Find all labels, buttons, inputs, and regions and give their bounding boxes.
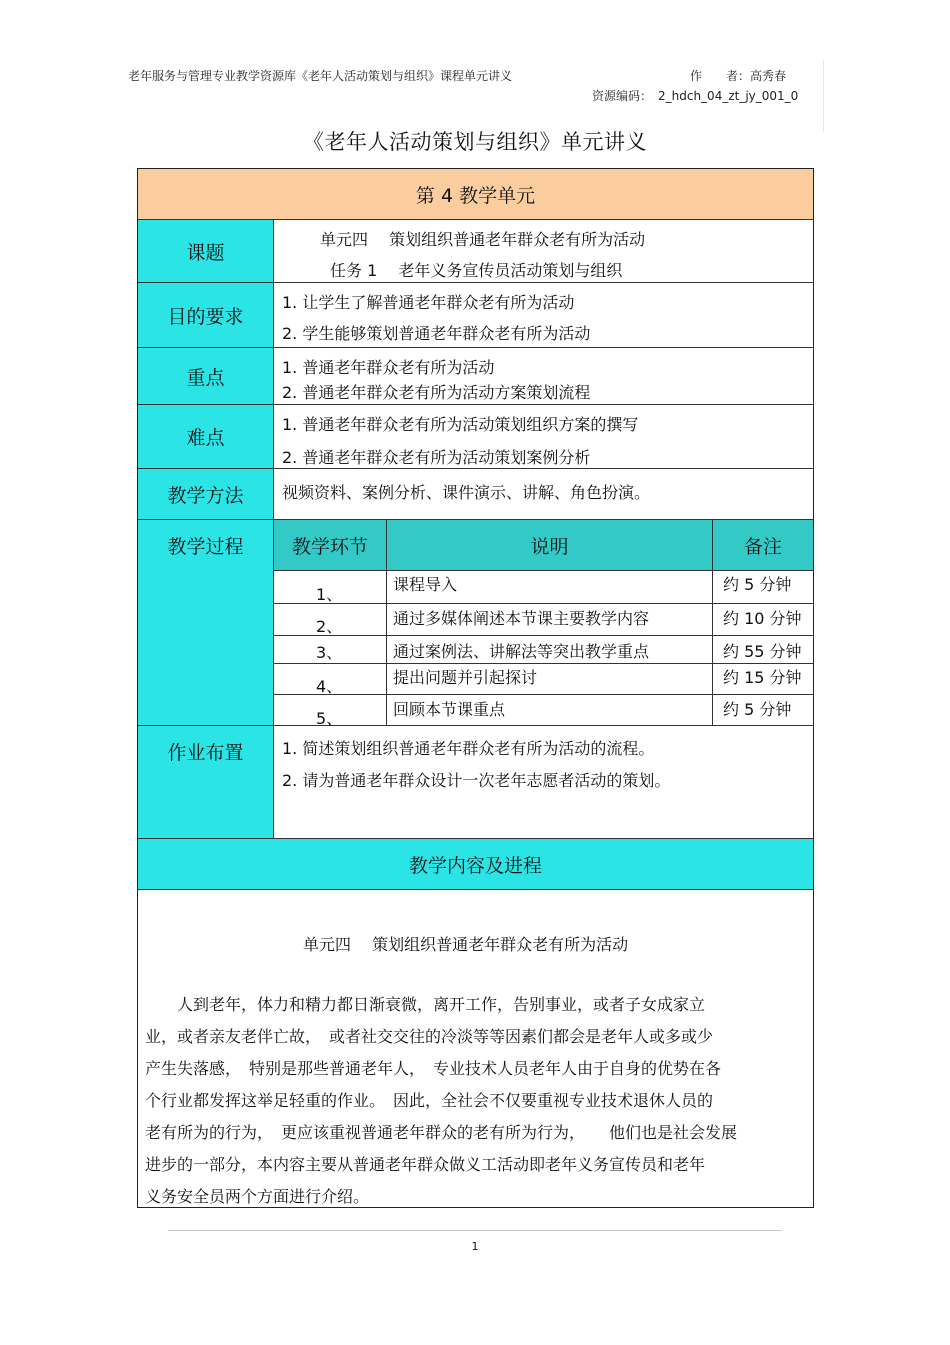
process-row-note: 约 55 分钟 bbox=[723, 642, 802, 661]
content-subtitle: 单元四 策划组织普通老年群众老有所为活动 bbox=[303, 935, 629, 954]
process-header-note: 备注 bbox=[713, 520, 813, 570]
header-resource-code: 资源编码： 2_hdch_04_zt_jy_001_0 bbox=[592, 89, 799, 103]
process-row-note: 约 10 分钟 bbox=[723, 609, 802, 628]
content-heading: 教学内容及进程 bbox=[138, 839, 813, 889]
process-row-desc: 通过案例法、讲解法等突出教学重点 bbox=[393, 642, 650, 661]
page-number: 1 bbox=[471, 1240, 479, 1253]
topic-line-1: 单元四 策划组织普通老年群众老有所为活动 bbox=[320, 230, 646, 249]
objective-item-2: 2. 学生能够策划普通老年群众老有所为活动 bbox=[282, 324, 591, 343]
content-line: 进步的一部分，本内容主要从普通老年群众做义工活动即老年义务宣传员和老年 bbox=[145, 1155, 706, 1174]
content-line: 人到老年，体力和精力都日渐衰微，离开工作，告别事业，或者子女成家立 bbox=[145, 995, 706, 1014]
homework-item-1: 1. 简述策划组织普通老年群众老有所为活动的流程。 bbox=[282, 739, 655, 758]
document-title: 《老年人活动策划与组织》单元讲义 bbox=[303, 130, 647, 154]
process-row-note: 约 15 分钟 bbox=[723, 668, 802, 687]
lesson-table bbox=[137, 168, 814, 1208]
difficulty-item-1: 1. 普通老年群众老有所为活动策划组织方案的撰写 bbox=[282, 415, 639, 434]
content-line: 义务安全员两个方面进行介绍。 bbox=[145, 1187, 370, 1206]
process-row-desc: 课程导入 bbox=[393, 575, 458, 594]
content-line: 产生失落感， 特别是那些普通老年人， 专业技术人员老年人由于自身的优势在各 bbox=[145, 1059, 722, 1078]
header-course-line: 老年服务与管理专业教学资源库《老年人活动策划与组织》课程单元讲义 bbox=[128, 69, 513, 83]
process-row-no: 1、 bbox=[316, 585, 343, 604]
process-row-no: 5、 bbox=[316, 709, 343, 728]
key-points-label: 重点 bbox=[138, 348, 273, 404]
objective-item-1: 1. 让学生了解普通老年群众老有所为活动 bbox=[282, 293, 575, 312]
topic-label: 课题 bbox=[138, 220, 273, 282]
content-line: 个行业都发挥这举足轻重的作业。 因此，全社会不仅要重视专业技术退休人员的 bbox=[145, 1091, 714, 1110]
process-label: 教学过程 bbox=[138, 520, 273, 725]
process-row-note: 约 5 分钟 bbox=[723, 700, 792, 719]
objectives-label: 目的要求 bbox=[138, 283, 273, 347]
process-row-note: 约 5 分钟 bbox=[723, 575, 792, 594]
process-row-no: 4、 bbox=[316, 677, 343, 696]
process-row-no: 3、 bbox=[316, 643, 343, 662]
homework-label: 作业布置 bbox=[138, 726, 273, 838]
process-header-desc: 说明 bbox=[387, 520, 712, 570]
process-row-no: 2、 bbox=[316, 617, 343, 636]
key-point-item-2: 2. 普通老年群众老有所为活动方案策划流程 bbox=[282, 383, 591, 402]
topic-line-2: 任务 1 老年义务宣传员活动策划与组织 bbox=[330, 261, 623, 280]
content-paragraph bbox=[145, 989, 805, 1213]
content-line: 业，或者亲友老伴亡故， 或者社交交往的冷淡等等因素们都会是老年人或多或少 bbox=[145, 1027, 714, 1046]
unit-heading: 第 4 教学单元 bbox=[138, 169, 813, 219]
difficulties-label: 难点 bbox=[138, 405, 273, 468]
footer-divider bbox=[168, 1230, 782, 1231]
process-row-desc: 回顾本节课重点 bbox=[393, 700, 506, 719]
homework-item-2: 2. 请为普通老年群众设计一次老年志愿者活动的策划。 bbox=[282, 771, 671, 790]
methods-text: 视频资料、案例分析、课件演示、讲解、角色扮演。 bbox=[282, 483, 651, 502]
process-row-desc: 提出问题并引起探讨 bbox=[393, 668, 538, 687]
process-row-desc: 通过多媒体阐述本节课主要教学内容 bbox=[393, 609, 650, 628]
content-line: 老有所为的行为， 更应该重视普通老年群众的老有所为行为， 他们也是社会发展 bbox=[145, 1123, 738, 1142]
key-point-item-1: 1. 普通老年群众老有所为活动 bbox=[282, 358, 495, 377]
methods-label: 教学方法 bbox=[138, 469, 273, 519]
margin-line bbox=[823, 60, 824, 132]
header-author: 作 者：高秀春 bbox=[690, 69, 787, 83]
difficulty-item-2: 2. 普通老年群众老有所为活动策划案例分析 bbox=[282, 448, 591, 467]
process-header-stage: 教学环节 bbox=[274, 520, 386, 570]
